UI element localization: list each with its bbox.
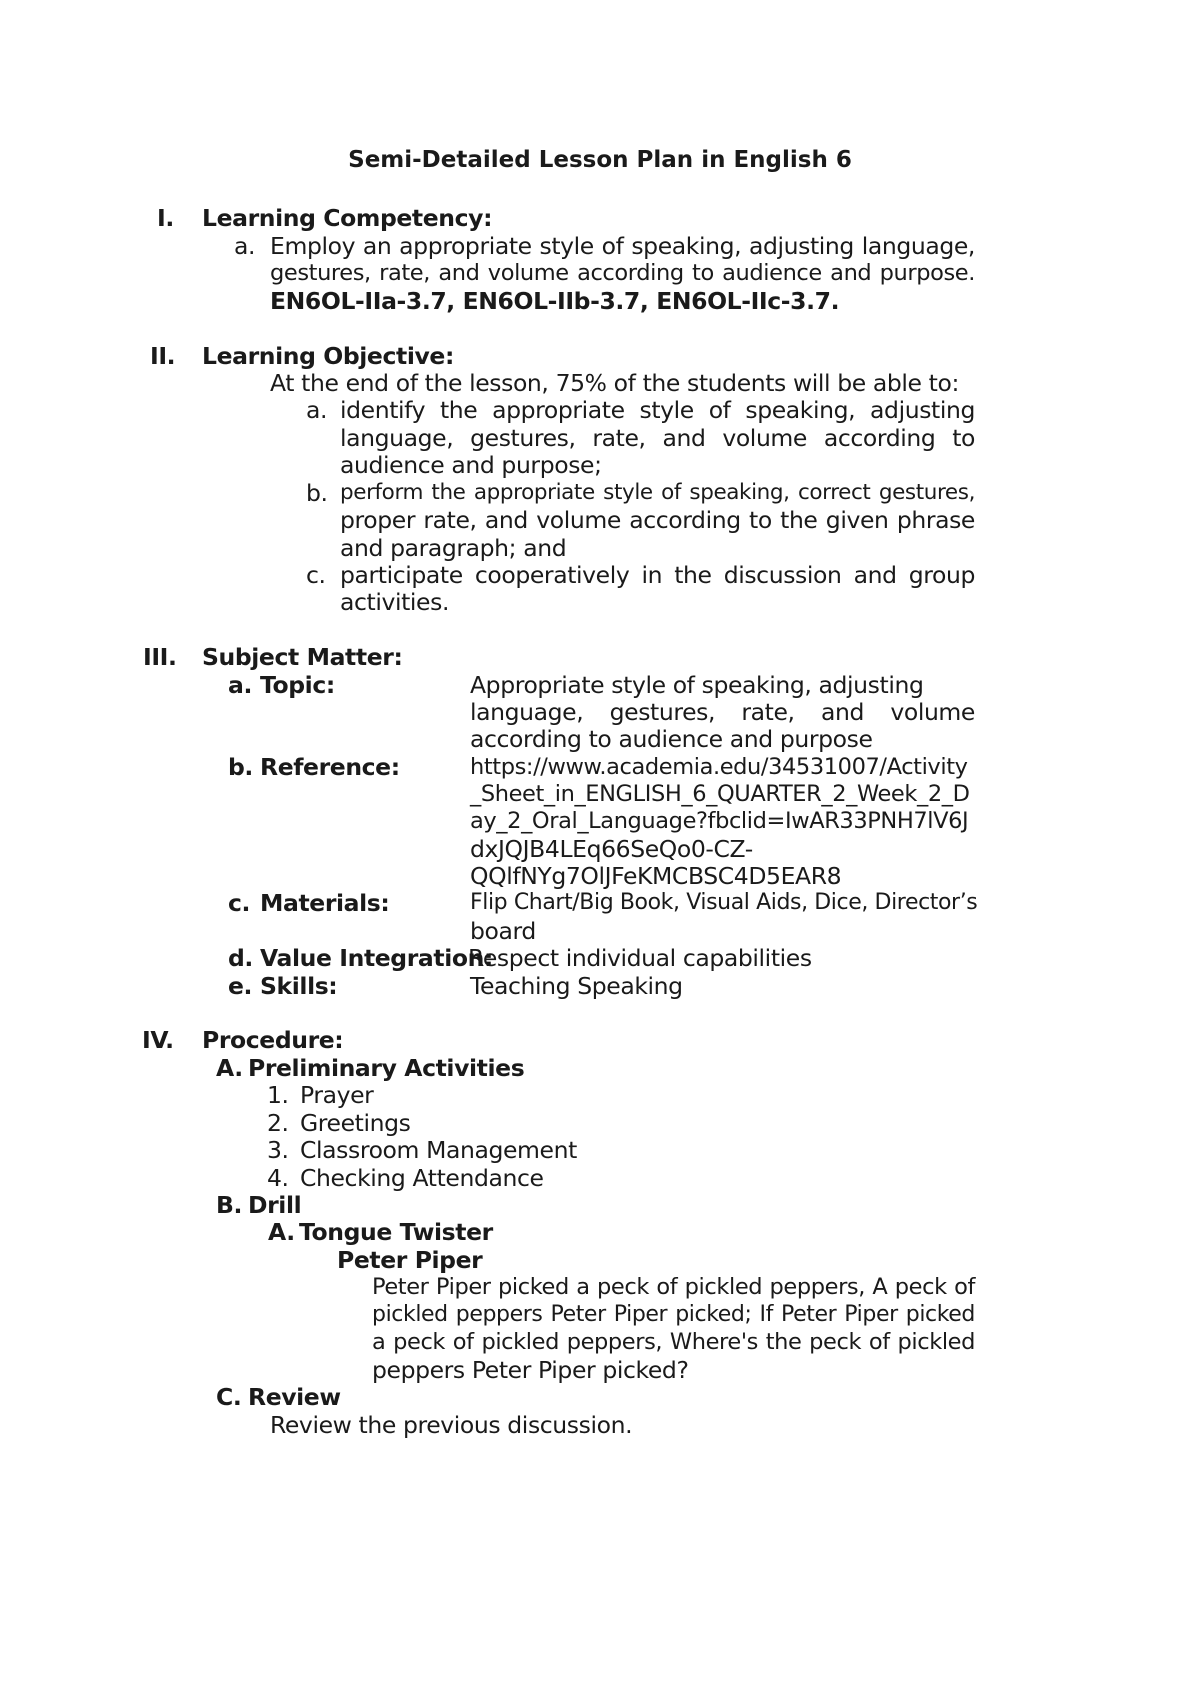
competency-line: Employ an appropriate style of speaking, adjusting language, [270,232,975,260]
list-item: Checking Attendance [300,1164,544,1192]
subsection-marker: B. [216,1191,243,1219]
reference-url-line: ay_2_Oral_Language?fbclid=IwAR33PNH7lV6J [470,808,969,834]
list-marker: b. [228,753,253,781]
subsection-marker: C. [216,1383,242,1411]
field-label: Topic: [260,671,335,699]
reference-url-line: dxJQJB4LEq66SeQo0-CZ- [470,835,753,863]
list-marker: a. [234,232,256,260]
section-heading: Subject Matter: [202,643,403,671]
list-item: Greetings [300,1109,411,1137]
list-marker: c. [228,889,251,917]
section-numeral: IV. [142,1026,174,1054]
section-numeral: III. [143,643,177,671]
section-heading: Learning Objective: [202,342,454,370]
field-label: Skills: [260,972,338,1000]
reference-url-line: _Sheet_in_ENGLISH_6_QUARTER_2_Week_2_D [470,781,970,807]
objective-line: and paragraph; and [340,534,567,562]
list-marker: a. [228,671,252,699]
subsection-heading: Tongue Twister [299,1218,493,1246]
field-value-line: Respect individual capabilities [468,944,812,972]
list-marker: c. [306,561,326,589]
objective-line: audience and purpose; [340,451,602,479]
section-heading: Learning Competency: [202,204,493,232]
subsection-heading: Drill [248,1191,302,1219]
list-marker: d. [228,944,253,972]
field-value-line: language, gestures, rate, and volume [470,698,975,726]
list-marker: e. [228,972,253,1000]
list-item: Classroom Management [300,1136,577,1164]
reference-url-line: QQlfNYg7OlJFeKMCBSC4D5EAR8 [470,862,842,890]
objective-intro: At the end of the lesson, 75% of the students will be able to: [270,369,959,397]
list-marker: 3. [267,1136,289,1164]
document-title: Semi-Detailed Lesson Plan in English 6 [348,147,852,173]
field-value-line: Appropriate style of speaking, adjusting [470,671,924,699]
objective-line: language, gestures, rate, and volume according to [340,424,975,452]
subsection-heading: Review [248,1383,341,1411]
subsection-marker: A. [268,1218,295,1246]
poem-line: pickled peppers Peter Piper picked; If Peter Piper picked [372,1302,975,1327]
field-value-line: board [470,917,536,945]
list-marker: 4. [267,1164,289,1192]
section-numeral: I. [157,204,174,232]
field-label: Reference: [260,753,400,781]
poem-line: peppers Peter Piper picked? [372,1356,689,1384]
poem-line: a peck of pickled peppers, Where's the peck of pickled [372,1329,975,1355]
poem-title: Peter Piper [337,1246,483,1274]
reference-url-line: https://www.academia.edu/34531007/Activity [470,754,968,780]
objective-line: activities. [340,588,450,616]
objective-line: participate cooperatively in the discussion and group [340,561,975,589]
subsection-marker: A. [216,1054,243,1082]
list-marker: 2. [267,1109,289,1137]
field-value-line: Teaching Speaking [470,972,683,1000]
list-marker: b. [306,479,328,507]
field-label: Value Integration: [260,944,493,972]
subsection-heading: Preliminary Activities [248,1054,525,1082]
competency-codes: EN6OL-IIa-3.7, EN6OL-IIb-3.7, EN6OL-IIc-3.7. [270,287,840,315]
list-marker: a. [306,396,328,424]
field-value-line: according to audience and purpose [470,725,873,753]
competency-line: gestures, rate, and volume according to audience and purpose. [270,260,975,286]
list-marker: 1. [267,1081,289,1109]
list-item: Prayer [300,1081,374,1109]
field-value-line: Flip Chart/Big Book, Visual Aids, Dice, Director’s [470,890,978,915]
review-text: Review the previous discussion. [270,1411,633,1439]
objective-line: proper rate, and volume according to the given phrase [340,506,975,534]
poem-line: Peter Piper picked a peck of pickled peppers, A peck of [372,1274,975,1300]
section-heading: Procedure: [202,1026,344,1054]
objective-line: identify the appropriate style of speaking, adjusting [340,396,975,424]
objective-line: perform the appropriate style of speaking, correct gestures, [340,480,975,505]
section-numeral: II. [150,342,176,370]
field-label: Materials: [260,889,390,917]
